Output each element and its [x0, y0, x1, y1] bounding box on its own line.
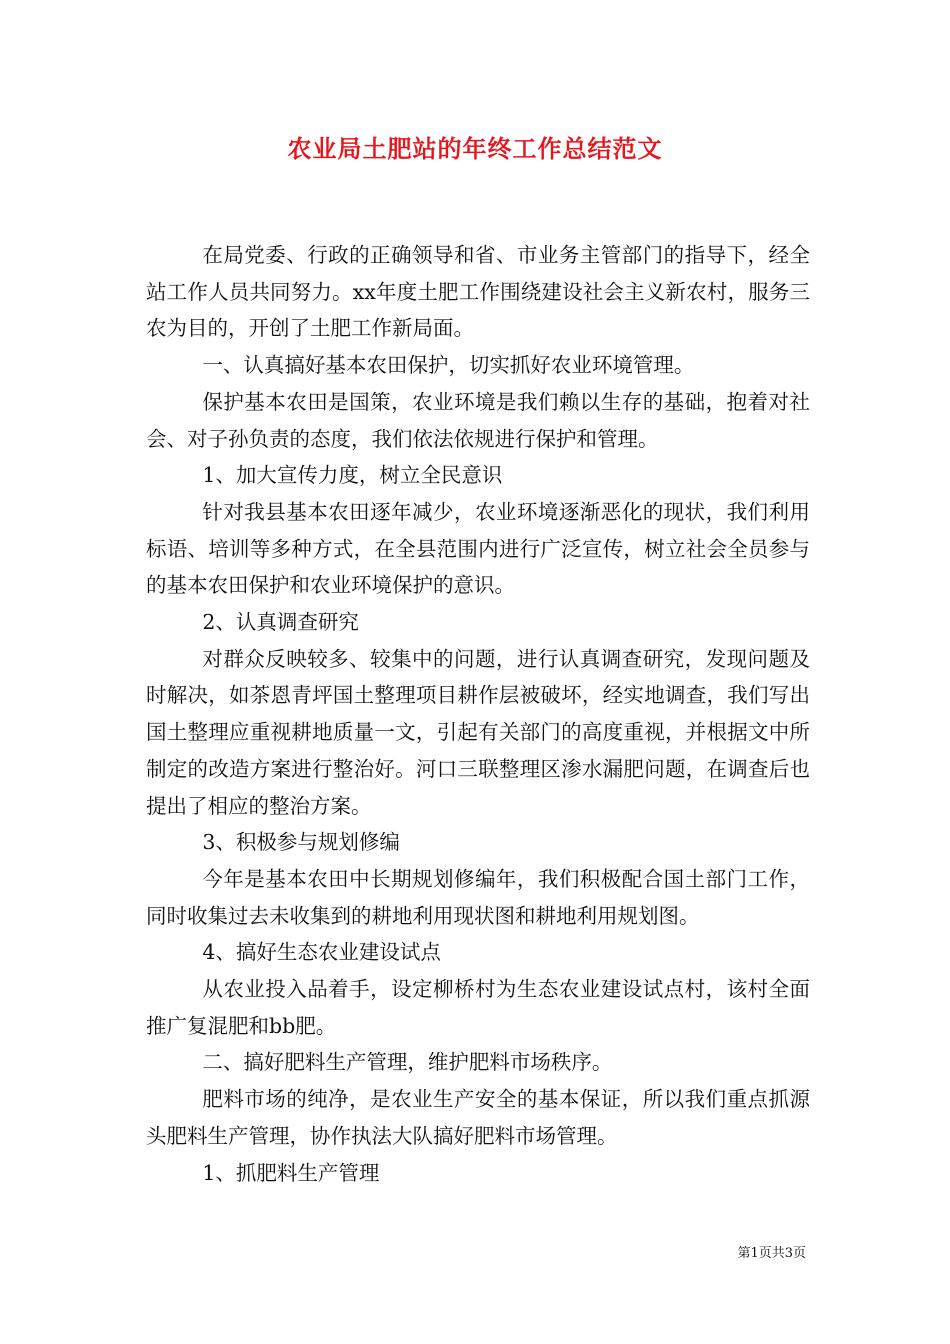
page-number-footer: 第1页共3页: [737, 1246, 806, 1261]
paragraph: 对群众反映较多、较集中的问题，进行认真调查研究，发现问题及时解决，如茶恩青坪国土整理项目耕作层被破坏，经实地调查，我们写出国土整理应重视耕地质量一文，引起有关部门的高度重视，并根据文中所制定的改造方案进行整治好。河口三联整理区渗水漏肥问题，在调查后也提出了相应的整治方案。: [146, 646, 810, 818]
paragraph: 从农业投入品着手，设定柳桥村为生态农业建设试点村，该村全面推广复混肥和bb肥。: [146, 977, 810, 1038]
subsection-heading: 1、抓肥料生产管理: [202, 1160, 380, 1185]
section-heading-2: 二、搞好肥料生产管理，维护肥料市场秩序。: [202, 1050, 613, 1075]
paragraph: 保护基本农田是国策，农业环境是我们赖以生存的基础，抱着对社会、对子孙负责的态度，我们依法依规进行保护和管理。: [146, 389, 810, 451]
subsection-heading: 1、加大宣传力度，树立全民意识: [202, 463, 503, 488]
paragraph: 肥料市场的纯净，是农业生产安全的基本保证，所以我们重点抓源头肥料生产管理，协作执法大队搞好肥料市场管理。: [146, 1087, 810, 1148]
paragraph: 针对我县基本农田逐年减少，农业环境逐渐恶化的现状，我们利用标语、培训等多种方式，在全县范围内进行广泛宣传，树立社会全员参与的基本农田保护和农业环境保护的意识。: [146, 499, 810, 598]
subsection-heading: 2、认真调查研究: [202, 610, 359, 635]
document-title: 农业局土肥站的年终工作总结范文: [287, 135, 663, 163]
paragraph-intro: 在局党委、行政的正确领导和省、市业务主管部门的指导下，经全站工作人员共同努力。xx年度土肥工作围绕建设社会主义新农村，服务三农为目的，开创了土肥工作新局面。: [146, 243, 810, 341]
section-heading-1: 一、认真搞好基本农田保护，切实抓好农业环境管理。: [202, 353, 695, 378]
document-body: [146, 237, 810, 1191]
subsection-heading: 4、搞好生态农业建设试点: [202, 940, 441, 965]
paragraph: 今年是基本农田中长期规划修编年，我们积极配合国土部门工作，同时收集过去未收集到的耕地利用现状图和耕地利用规划图。: [146, 866, 810, 928]
subsection-heading: 3、积极参与规划修编: [202, 830, 400, 855]
